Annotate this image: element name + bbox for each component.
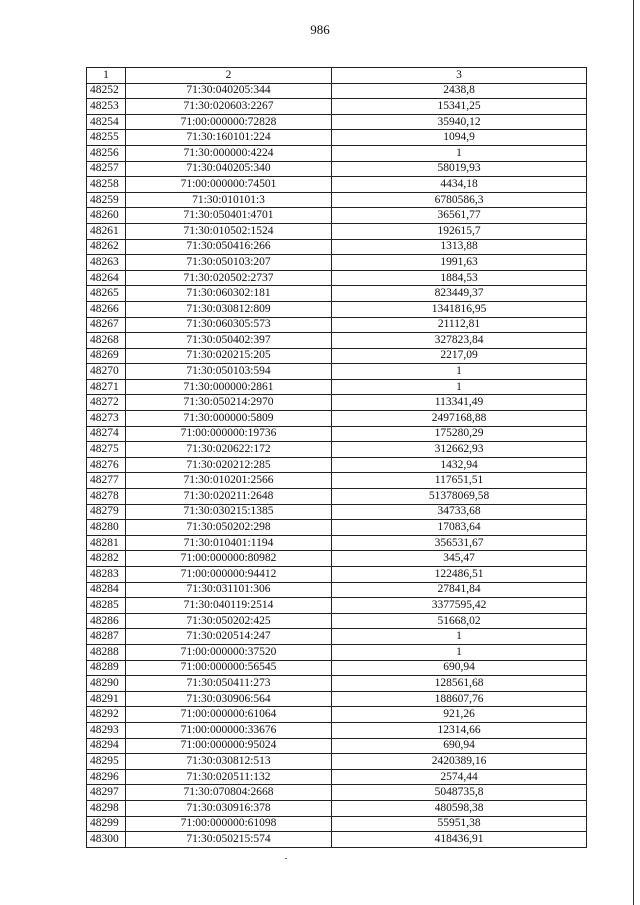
value-cell: 1 bbox=[332, 644, 587, 660]
row-number-cell: 48258 bbox=[87, 177, 126, 193]
page-number: 986 bbox=[310, 22, 330, 37]
table-row bbox=[87, 99, 587, 115]
cadastral-number-cell: 71:30:000000:5809 bbox=[126, 411, 332, 427]
row-number-cell: 48263 bbox=[87, 255, 126, 271]
table-row bbox=[87, 208, 587, 224]
row-number-cell: 48290 bbox=[87, 676, 126, 692]
row-number-cell: 48259 bbox=[87, 192, 126, 208]
value-cell: 480598,38 bbox=[332, 800, 587, 816]
table-row bbox=[87, 691, 587, 707]
value-cell: 5048735,8 bbox=[332, 785, 587, 801]
cadastral-number-cell: 71:30:160101:224 bbox=[126, 130, 332, 146]
cadastral-number-cell: 71:00:000000:61098 bbox=[126, 816, 332, 832]
value-cell: 2497168,88 bbox=[332, 411, 587, 427]
row-number-cell: 48295 bbox=[87, 754, 126, 770]
row-number-cell: 48279 bbox=[87, 504, 126, 520]
value-cell: 192615,7 bbox=[332, 223, 587, 239]
cadastral-number-cell: 71:00:000000:95024 bbox=[126, 738, 332, 754]
table-row bbox=[87, 535, 587, 551]
row-number-cell: 48297 bbox=[87, 785, 126, 801]
table-row bbox=[87, 333, 587, 349]
row-number-cell: 48256 bbox=[87, 145, 126, 161]
value-cell: 113341,49 bbox=[332, 395, 587, 411]
cadastral-number-cell: 71:30:030906:564 bbox=[126, 691, 332, 707]
row-number-cell: 48278 bbox=[87, 489, 126, 505]
value-cell: 690,94 bbox=[332, 660, 587, 676]
cadastral-number-cell: 71:30:050103:594 bbox=[126, 364, 332, 380]
row-number-cell: 48268 bbox=[87, 333, 126, 349]
cadastral-number-cell: 71:00:000000:94412 bbox=[126, 567, 332, 583]
table-row bbox=[87, 598, 587, 614]
table-row bbox=[87, 442, 587, 458]
row-number-cell: 48272 bbox=[87, 395, 126, 411]
value-cell: 188607,76 bbox=[332, 691, 587, 707]
value-cell: 1991,63 bbox=[332, 255, 587, 271]
cadastral-number-cell: 71:30:020514:247 bbox=[126, 629, 332, 645]
table-row bbox=[87, 567, 587, 583]
column-header-1: 1 bbox=[87, 68, 126, 84]
row-number-cell: 48282 bbox=[87, 551, 126, 567]
cadastral-number-cell: 71:30:031101:306 bbox=[126, 582, 332, 598]
table-header-row bbox=[87, 68, 587, 84]
row-number-cell: 48260 bbox=[87, 208, 126, 224]
cadastral-number-cell: 71:00:000000:80982 bbox=[126, 551, 332, 567]
table-row bbox=[87, 114, 587, 130]
value-cell: 921,26 bbox=[332, 707, 587, 723]
value-cell: 1313,88 bbox=[332, 239, 587, 255]
cadastral-number-cell: 71:30:020511:132 bbox=[126, 769, 332, 785]
table-row bbox=[87, 270, 587, 286]
row-number-cell: 48284 bbox=[87, 582, 126, 598]
row-number-cell: 48294 bbox=[87, 738, 126, 754]
cadastral-number-cell: 71:30:010401:1194 bbox=[126, 535, 332, 551]
value-cell: 418436,91 bbox=[332, 832, 587, 848]
cadastral-number-cell: 71:30:050103:207 bbox=[126, 255, 332, 271]
table-row bbox=[87, 130, 587, 146]
row-number-cell: 48266 bbox=[87, 301, 126, 317]
row-number-cell: 48300 bbox=[87, 832, 126, 848]
table-row bbox=[87, 177, 587, 193]
row-number-cell: 48274 bbox=[87, 426, 126, 442]
cadastral-number-cell: 71:30:000000:2861 bbox=[126, 379, 332, 395]
value-cell: 55951,38 bbox=[332, 816, 587, 832]
scan-edge-line bbox=[633, 0, 634, 905]
table-row bbox=[87, 473, 587, 489]
value-cell: 1 bbox=[332, 145, 587, 161]
cadastral-number-cell: 71:30:050401:4701 bbox=[126, 208, 332, 224]
value-cell: 312662,93 bbox=[332, 442, 587, 458]
cadastral-number-cell: 71:00:000000:56545 bbox=[126, 660, 332, 676]
value-cell: 36561,77 bbox=[332, 208, 587, 224]
row-number-cell: 48280 bbox=[87, 520, 126, 536]
value-cell: 1 bbox=[332, 629, 587, 645]
row-number-cell: 48281 bbox=[87, 535, 126, 551]
table-row bbox=[87, 676, 587, 692]
table-row bbox=[87, 754, 587, 770]
row-number-cell: 48298 bbox=[87, 800, 126, 816]
cadastral-number-cell: 71:30:040205:344 bbox=[126, 83, 332, 99]
row-number-cell: 48254 bbox=[87, 114, 126, 130]
cadastral-number-cell: 71:00:000000:61064 bbox=[126, 707, 332, 723]
value-cell: 1 bbox=[332, 379, 587, 395]
table-row bbox=[87, 411, 587, 427]
row-number-cell: 48299 bbox=[87, 816, 126, 832]
cadastral-number-cell: 71:30:050402:397 bbox=[126, 333, 332, 349]
table-row bbox=[87, 426, 587, 442]
row-number-cell: 48273 bbox=[87, 411, 126, 427]
table-row bbox=[87, 255, 587, 271]
table-row bbox=[87, 348, 587, 364]
table-row bbox=[87, 223, 587, 239]
value-cell: 128561,68 bbox=[332, 676, 587, 692]
value-cell: 1094,9 bbox=[332, 130, 587, 146]
row-number-cell: 48289 bbox=[87, 660, 126, 676]
table-row bbox=[87, 613, 587, 629]
table-row bbox=[87, 660, 587, 676]
value-cell: 690,94 bbox=[332, 738, 587, 754]
cadastral-number-cell: 71:30:060302:181 bbox=[126, 286, 332, 302]
value-cell: 34733,68 bbox=[332, 504, 587, 520]
row-number-cell: 48285 bbox=[87, 598, 126, 614]
table-row bbox=[87, 83, 587, 99]
cadastral-number-cell: 71:00:000000:19736 bbox=[126, 426, 332, 442]
table-row bbox=[87, 239, 587, 255]
cadastral-number-cell: 71:30:050411:273 bbox=[126, 676, 332, 692]
table-row bbox=[87, 629, 587, 645]
value-cell: 356531,67 bbox=[332, 535, 587, 551]
table-row bbox=[87, 457, 587, 473]
value-cell: 27841,84 bbox=[332, 582, 587, 598]
value-cell: 2438,8 bbox=[332, 83, 587, 99]
value-cell: 117651,51 bbox=[332, 473, 587, 489]
table-row bbox=[87, 722, 587, 738]
value-cell: 2217,09 bbox=[332, 348, 587, 364]
row-number-cell: 48276 bbox=[87, 457, 126, 473]
column-header-2: 2 bbox=[126, 68, 332, 84]
row-number-cell: 48270 bbox=[87, 364, 126, 380]
row-number-cell: 48283 bbox=[87, 567, 126, 583]
cadastral-number-cell: 71:30:040119:2514 bbox=[126, 598, 332, 614]
table-row bbox=[87, 816, 587, 832]
cadastral-number-cell: 71:30:010502:1524 bbox=[126, 223, 332, 239]
table-row bbox=[87, 286, 587, 302]
table-row bbox=[87, 504, 587, 520]
row-number-cell: 48257 bbox=[87, 161, 126, 177]
cadastral-number-cell: 71:30:020622:172 bbox=[126, 442, 332, 458]
row-number-cell: 48265 bbox=[87, 286, 126, 302]
value-cell: 6780586,3 bbox=[332, 192, 587, 208]
cadastral-number-cell: 71:00:000000:74501 bbox=[126, 177, 332, 193]
row-number-cell: 48275 bbox=[87, 442, 126, 458]
table-row bbox=[87, 379, 587, 395]
table-row bbox=[87, 364, 587, 380]
value-cell: 823449,37 bbox=[332, 286, 587, 302]
row-number-cell: 48288 bbox=[87, 644, 126, 660]
row-number-cell: 48261 bbox=[87, 223, 126, 239]
table-row bbox=[87, 707, 587, 723]
table-row bbox=[87, 832, 587, 848]
cadastral-number-cell: 71:30:030812:809 bbox=[126, 301, 332, 317]
row-number-cell: 48255 bbox=[87, 130, 126, 146]
cadastral-number-cell: 71:30:040205:340 bbox=[126, 161, 332, 177]
table-row bbox=[87, 145, 587, 161]
row-number-cell: 48292 bbox=[87, 707, 126, 723]
cadastral-number-cell: 71:30:010201:2566 bbox=[126, 473, 332, 489]
table-row bbox=[87, 395, 587, 411]
stray-mark bbox=[285, 858, 287, 859]
value-cell: 3377595,42 bbox=[332, 598, 587, 614]
cadastral-number-cell: 71:30:030215:1385 bbox=[126, 504, 332, 520]
cadastral-number-cell: 71:30:050202:425 bbox=[126, 613, 332, 629]
value-cell: 21112,81 bbox=[332, 317, 587, 333]
cadastral-number-cell: 71:30:020603:2267 bbox=[126, 99, 332, 115]
table-row bbox=[87, 785, 587, 801]
table-row bbox=[87, 520, 587, 536]
table-row bbox=[87, 738, 587, 754]
cadastral-number-cell: 71:00:000000:37520 bbox=[126, 644, 332, 660]
table-row bbox=[87, 489, 587, 505]
value-cell: 51378069,58 bbox=[332, 489, 587, 505]
cadastral-number-cell: 71:30:030916:378 bbox=[126, 800, 332, 816]
value-cell: 345,47 bbox=[332, 551, 587, 567]
cadastral-number-cell: 71:30:020215:205 bbox=[126, 348, 332, 364]
value-cell: 2574,44 bbox=[332, 769, 587, 785]
value-cell: 17083,64 bbox=[332, 520, 587, 536]
value-cell: 1 bbox=[332, 364, 587, 380]
row-number-cell: 48271 bbox=[87, 379, 126, 395]
cadastral-number-cell: 71:30:050215:574 bbox=[126, 832, 332, 848]
cadastral-number-cell: 71:30:060305:573 bbox=[126, 317, 332, 333]
table-row bbox=[87, 301, 587, 317]
table-row bbox=[87, 192, 587, 208]
cadastral-number-cell: 71:30:020212:285 bbox=[126, 457, 332, 473]
value-cell: 1884,53 bbox=[332, 270, 587, 286]
row-number-cell: 48296 bbox=[87, 769, 126, 785]
table-row bbox=[87, 582, 587, 598]
cadastral-number-cell: 71:30:050416:266 bbox=[126, 239, 332, 255]
row-number-cell: 48267 bbox=[87, 317, 126, 333]
value-cell: 1341816,95 bbox=[332, 301, 587, 317]
value-cell: 15341,25 bbox=[332, 99, 587, 115]
row-number-cell: 48252 bbox=[87, 83, 126, 99]
row-number-cell: 48277 bbox=[87, 473, 126, 489]
column-header-3: 3 bbox=[332, 68, 587, 84]
table-row bbox=[87, 317, 587, 333]
cadastral-number-cell: 71:30:030812:513 bbox=[126, 754, 332, 770]
cadastral-number-cell: 71:30:010101:3 bbox=[126, 192, 332, 208]
value-cell: 51668,02 bbox=[332, 613, 587, 629]
row-number-cell: 48269 bbox=[87, 348, 126, 364]
row-number-cell: 48293 bbox=[87, 722, 126, 738]
value-cell: 58019,93 bbox=[332, 161, 587, 177]
row-number-cell: 48291 bbox=[87, 691, 126, 707]
value-cell: 122486,51 bbox=[332, 567, 587, 583]
cadastral-number-cell: 71:30:000000:4224 bbox=[126, 145, 332, 161]
row-number-cell: 48264 bbox=[87, 270, 126, 286]
cadastral-number-cell: 71:30:020211:2648 bbox=[126, 489, 332, 505]
value-cell: 175280,29 bbox=[332, 426, 587, 442]
value-cell: 2420389,16 bbox=[332, 754, 587, 770]
row-number-cell: 48286 bbox=[87, 613, 126, 629]
row-number-cell: 48253 bbox=[87, 99, 126, 115]
value-cell: 327823,84 bbox=[332, 333, 587, 349]
row-number-cell: 48287 bbox=[87, 629, 126, 645]
table-row bbox=[87, 800, 587, 816]
table-row bbox=[87, 161, 587, 177]
table-body bbox=[87, 83, 587, 847]
cadastral-number-cell: 71:00:000000:33676 bbox=[126, 722, 332, 738]
cadastral-number-cell: 71:30:070804:2668 bbox=[126, 785, 332, 801]
value-cell: 12314,66 bbox=[332, 722, 587, 738]
registry-table bbox=[86, 67, 587, 848]
cadastral-number-cell: 71:30:050214:2970 bbox=[126, 395, 332, 411]
row-number-cell: 48262 bbox=[87, 239, 126, 255]
value-cell: 1432,94 bbox=[332, 457, 587, 473]
cadastral-number-cell: 71:30:050202:298 bbox=[126, 520, 332, 536]
cadastral-number-cell: 71:30:020502:2737 bbox=[126, 270, 332, 286]
table-row bbox=[87, 644, 587, 660]
table-row bbox=[87, 769, 587, 785]
table-row bbox=[87, 551, 587, 567]
value-cell: 35940,12 bbox=[332, 114, 587, 130]
cadastral-number-cell: 71:00:000000:72828 bbox=[126, 114, 332, 130]
value-cell: 4434,18 bbox=[332, 177, 587, 193]
